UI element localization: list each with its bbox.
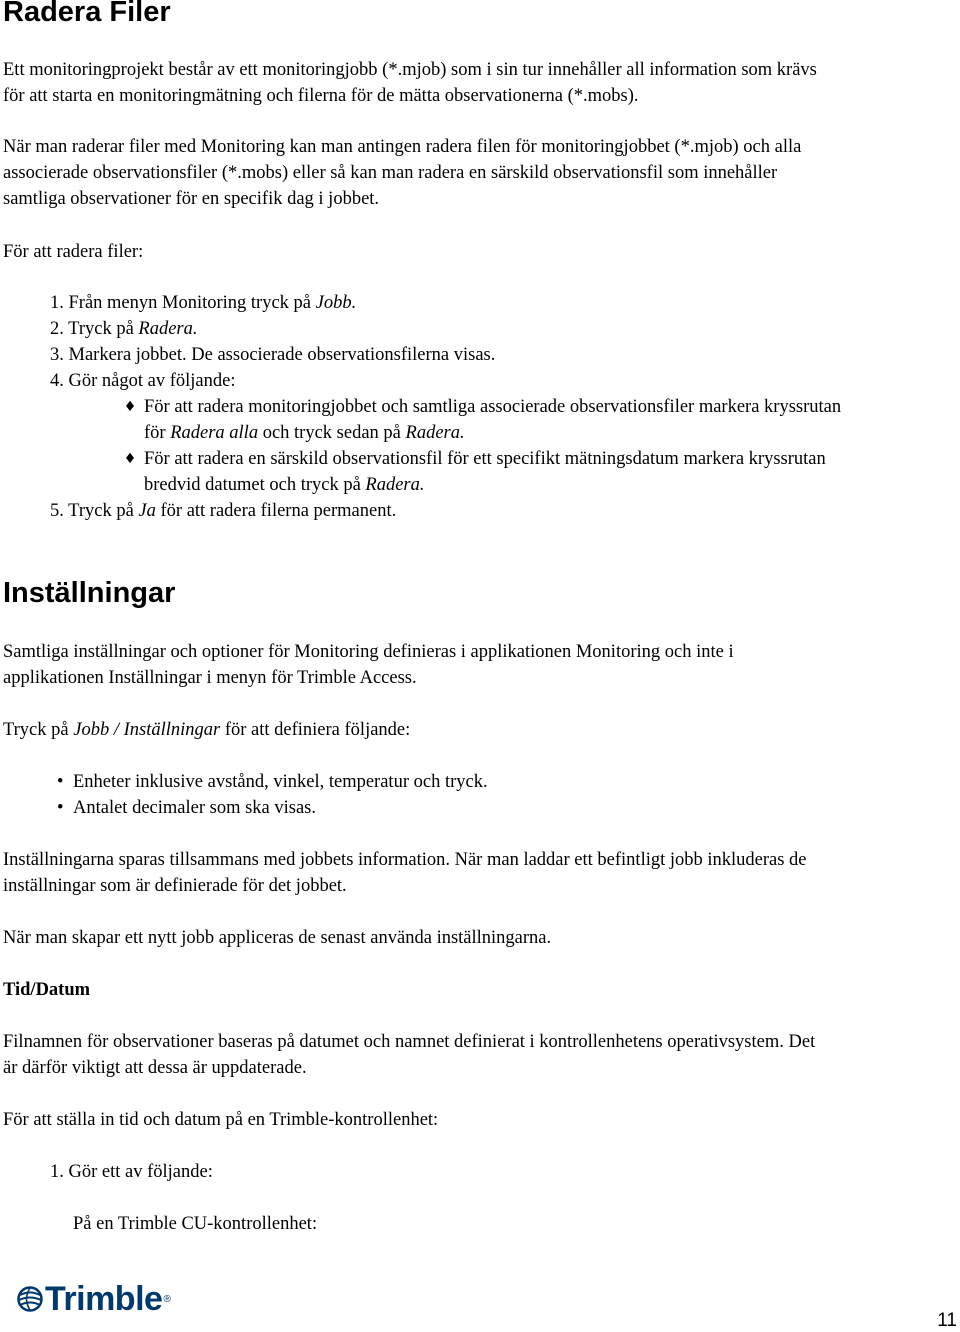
paragraph-line: applikationen Inställningar i menyn för Trimble Access. (3, 668, 417, 688)
trimble-logo (17, 1279, 171, 1318)
list-item: • Antalet decimaler som ska visas. (57, 795, 316, 821)
trimble-globe-icon (17, 1286, 43, 1312)
paragraph-line: är därför viktigt att dessa är uppdaterade. (3, 1058, 307, 1078)
paragraph-line: Samtliga inställningar och optioner för Monitoring definieras i applikationen Monitoring och inte i (3, 642, 734, 662)
step-2: 2. Tryck på Radera. (50, 319, 198, 339)
logo-text: Trimble (45, 1279, 163, 1318)
procedure-intro: För att radera filer: (3, 242, 144, 262)
step-5: 5. Tryck på Ja för att radera filerna permanent. (50, 501, 397, 521)
paragraph-line: För att ställa in tid och datum på en Trimble-kontrollenhet: (3, 1110, 439, 1130)
step-1: 1. Från menyn Monitoring tryck på Jobb. (50, 293, 357, 313)
section-title-installningar: Inställningar (3, 577, 176, 609)
subheading-tid-datum: Tid/Datum (3, 980, 91, 1000)
section-title-radera-filer: Radera Filer (3, 0, 171, 28)
paragraph-line: för att starta en monitoringmätning och filerna för de mätta observationerna (*.mobs). (3, 86, 639, 106)
page-number: 11 (937, 1310, 957, 1331)
list-item: • Enheter inklusive avstånd, vinkel, temperatur och tryck. (57, 769, 488, 795)
step-4: 4. Gör något av följande: (50, 371, 236, 391)
registered-mark: ® (163, 1293, 171, 1305)
paragraph-line: Filnamnen för observationer baseras på datumet och namnet definierat i kontrollenhetens operativsystem. Det (3, 1032, 816, 1052)
paragraph-line: Tryck på Jobb / Inställningar för att definiera följande: (3, 720, 411, 740)
diamond-bullet-icon: ♦ (123, 451, 137, 467)
diamond-bullet-icon: ♦ (123, 399, 137, 415)
step-3: 3. Markera jobbet. De associerade observationsfilerna visas. (50, 345, 496, 365)
step-sub-label: På en Trimble CU-kontrollenhet: (73, 1214, 318, 1234)
paragraph-line: associerade observationsfiler (*.mobs) eller så kan man radera en särskild observationsfil som innehåller (3, 163, 778, 183)
bullet-icon: • (57, 798, 64, 818)
bullet-icon: • (57, 772, 64, 792)
paragraph-line: När man raderar filer med Monitoring kan man antingen radera filen för monitoringjobbet (*.mjob) och alla (3, 137, 802, 157)
paragraph-line: inställningar som är definierade för det jobbet. (3, 876, 347, 896)
paragraph-line: När man skapar ett nytt jobb appliceras de senast använda inställningarna. (3, 928, 552, 948)
paragraph-line: Inställningarna sparas tillsammans med jobbets information. När man laddar ett befintligt jobb inkluderas de (3, 850, 807, 870)
paragraph-line: Ett monitoringprojekt består av ett monitoringjobb (*.mjob) som i sin tur innehåller all information som krävs (3, 60, 817, 80)
paragraph-line: samtliga observationer för en specifik dag i jobbet. (3, 189, 380, 209)
step-1: 1. Gör ett av följande: (50, 1162, 213, 1182)
